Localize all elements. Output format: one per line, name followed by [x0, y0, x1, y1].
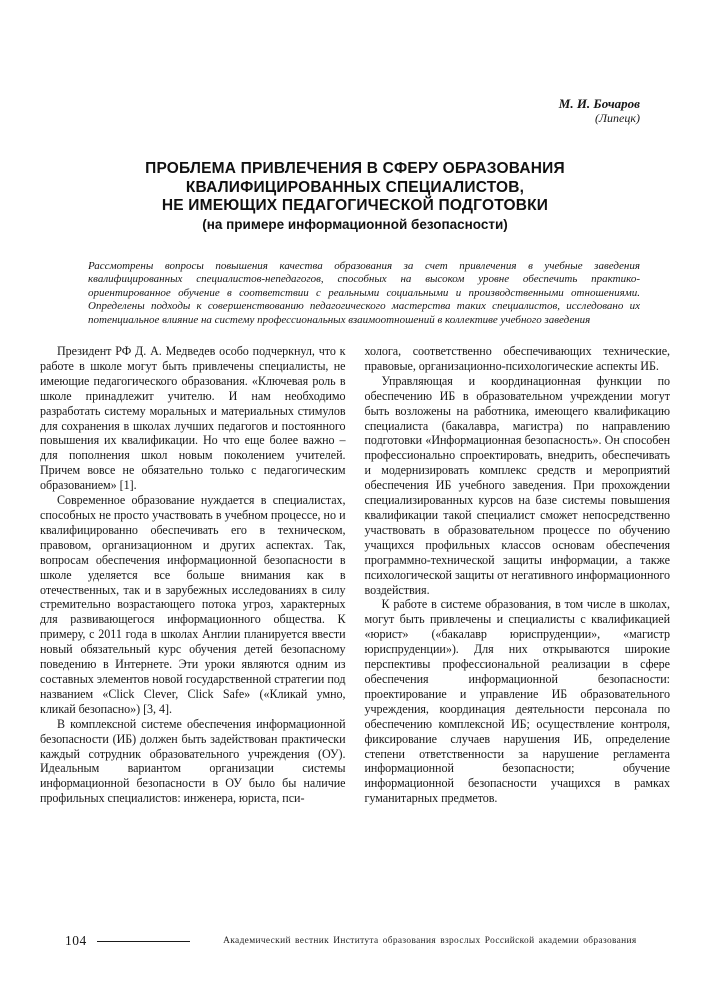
paragraph: В комплексной системе обеспечения информационной безопасности (ИБ) должен быть задействован практически каждый сотрудник образовательного учреждения (ОУ). Идеальным вариантом организации системы информационной безопасности в ОУ было бы наличие профильных специалистов: инженера, юриста, пси-	[40, 716, 346, 806]
journal-name: Академический вестник Института образования взрослых Российской академии образования	[223, 936, 637, 946]
paragraph: К работе в системе образования, в том числе в школах, могут быть привлечены и специалисты с квалификацией «юрист» («бакалавр юриспруденции», «магистр юриспруденции»). Для них открываются широкие перспективы профессиональной реализации в сфере обеспечения информационной безопасности: проектирование и управление ИБ образовательного учреждения, координация деятельности персонала по обеспечению комплексной ИБ; осуществление контроля, фиксирование случаев нарушения ИБ, определение степени ответственности за нарушение регламента информационной безопасности; обучение информационной безопасности учащихся в рамках гуманитарных предметов.	[364, 597, 670, 806]
page-content	[0, 96, 710, 806]
paragraph-continuation: холога, соответственно обеспечивающих технические, правовые, организационно-психологические аспекты ИБ.	[364, 344, 670, 373]
author-city: (Липецк)	[594, 111, 640, 125]
footer-divider-line	[97, 941, 190, 942]
author-name: М. И. Бочаров	[558, 96, 640, 111]
body-column-left	[40, 344, 346, 806]
title-line-1: ПРОБЛЕМА ПРИВЛЕЧЕНИЯ В СФЕРУ ОБРАЗОВАНИЯ	[145, 160, 565, 177]
title-subtitle: (на примере информационной безопасности)	[202, 216, 508, 232]
article-title	[40, 160, 670, 234]
abstract: Рассмотрены вопросы повышения качества образования за счет привлечения в учебные заведения квалифицированных специалистов-непедагогов, способных на высоком уровне обеспечить практико-ориентированное обучение в соответствии с реальными социальными и производственными отношениями. Определены подходы к совершенствованию педагогического мастерства таких специалистов, исследовано их потенциальное влияние на систему профессиональных взаимоотношений в коллективе учебного заведения	[88, 260, 640, 326]
title-line-3: НЕ ИМЕЮЩИХ ПЕДАГОГИЧЕСКОЙ ПОДГОТОВКИ	[161, 197, 549, 214]
body-column-right	[365, 344, 671, 806]
title-line-2: КВАЛИФИЦИРОВАННЫХ СПЕЦИАЛИСТОВ,	[185, 178, 525, 196]
author-block	[40, 96, 640, 126]
page-footer	[40, 933, 670, 949]
paragraph: Современное образование нуждается в специалистах, способных не просто участвовать в учебном процессе, но и квалифицированно обеспечивать его в техническом, правовом, организационном и других аспектах. Так, вопросам обеспечения информационной безопасности в школе уделяется все больше внимания как в отечественных, так и в зарубежных исследованиях в силу стремительно возрастающего потока угроз, характерных для развивающегося информационного общества. К примеру, с 2011 года в школах Англии планируется ввести новый обязательный курс обучения детей безопасному поведению в Интернете. Эти уроки являются одним из составных элементов новой государственной стратегии под названием «Click Clever, Click Safe» («Кликай умно, кликай безопасно») [3, 4].	[40, 493, 346, 716]
page-number: 104	[65, 933, 87, 948]
paragraph: Президент РФ Д. А. Медведев особо подчеркнул, что к работе в школе могут быть привлечены специалисты, не имеющие педагогического образования. «Ключевая роль в школе принадлежит учителю. И нам необходимо разработать систему моральных и материальных стимулов для сохранения в школах лучших педагогов и постоянного повышения их квалификации. Но что еще более важно – для пополнения школ новым поколением учителей. Причем вовсе не обязательно только с педагогическим образованием» [1].	[40, 344, 346, 493]
paragraph: Управляющая и координационная функции по обеспечению ИБ в образовательном учреждении могут быть возложены на работника, имеющего квалификацию специалиста (бакалавра, магистра) по направлению подготовки «Информационная безопасность». Он способен профессионально спроектировать, внедрить, обеспечивать и модернизировать комплекс средств и мероприятий обеспечения ИБ учебного заведения. При прохождении специализированных курсов на базе системы повышения квалификации такой специалист сможет непосредственно участвовать в образовательном процессе по обучению учащихся профильных классов основам обеспечения программно-технической защиты информации, а также психологической защиты от негативного информационного воздействия.	[364, 373, 670, 597]
body-columns	[40, 344, 670, 806]
